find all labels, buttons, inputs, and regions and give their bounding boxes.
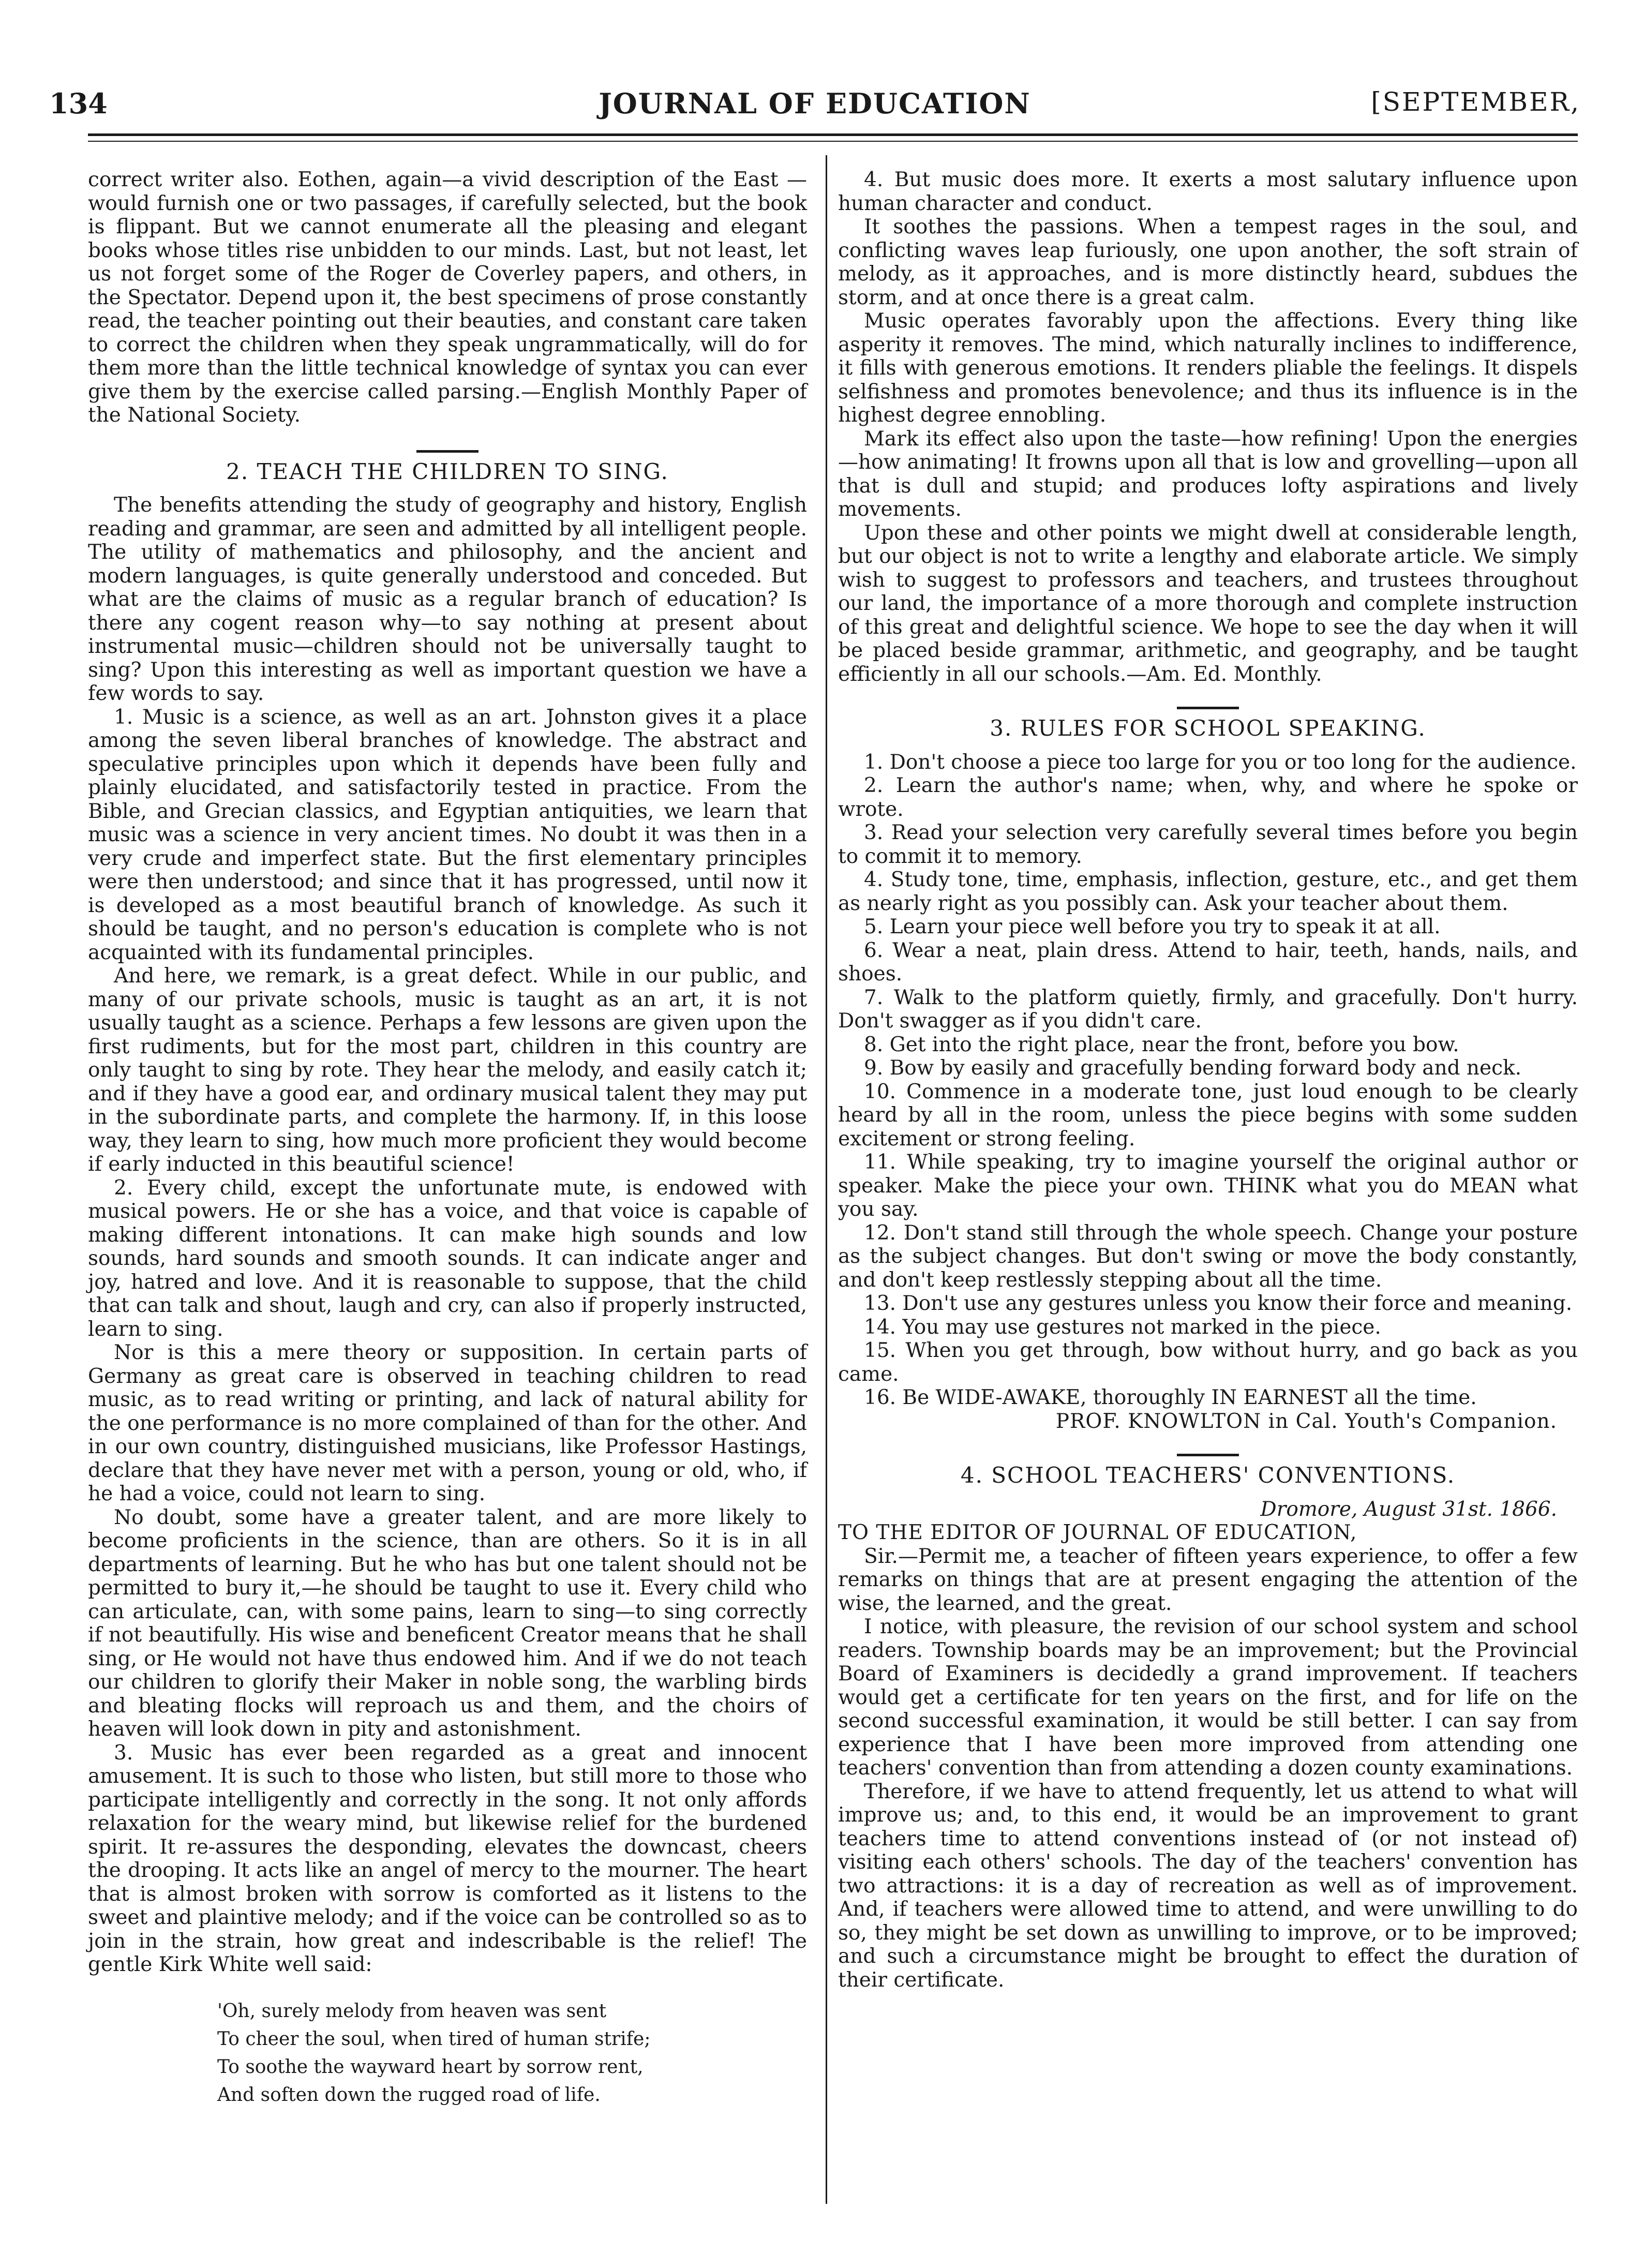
rule-item: 2. Learn the author's name; when, why, and where he spoke or wrote. xyxy=(838,774,1578,821)
letter-dateline: Dromore, August 31st. 1866. xyxy=(1260,1497,1557,1521)
rule-item: 1. Don't choose a piece too large for you or too long for the audience. xyxy=(864,750,1577,774)
paragraph: 4. But music does more. It exerts a most salutary influence upon human character and conduct. xyxy=(838,168,1578,215)
poem-line: To soothe the wayward heart by sorrow rent, xyxy=(217,2056,644,2078)
journal-title: JOURNAL OF EDUCATION xyxy=(599,87,1031,120)
rule-item: 13. Don't use any gestures unless you know their force and meaning. xyxy=(864,1292,1573,1315)
column-divider xyxy=(826,155,827,2204)
paragraph: Sir.—Permit me, a teacher of fifteen years experience, to offer a few remarks on things that are at present engaging the attention of the wise, the learned, and the great. xyxy=(838,1544,1578,1615)
poem-line: And soften down the rugged road of life. xyxy=(217,2084,601,2106)
paragraph: Mark its effect also upon the taste—how refining! Upon the energies—how animating! It frowns upon all that is low and grovelling—upon all that is dull and stupid; and produces lofty aspirations and lively movements. xyxy=(838,427,1578,521)
section-divider xyxy=(1177,707,1239,709)
paragraph: 2. Every child, except the unfortunate mute, is endowed with musical powers. He or she has a voice, and that voice is capable of making different intonations. It can make high sounds and low sounds, hard sounds and smooth sounds. It can indicate anger and joy, hatred and love. And it is reasonable to suppose, that the child that can talk and shout, laugh and cry, can also if properly instructed, learn to sing. xyxy=(88,1176,807,1341)
rules-attribution: PROF. KNOWLTON in Cal. Youth's Companion. xyxy=(1055,1409,1557,1433)
paragraph: No doubt, some have a greater talent, and are more likely to become proficients in the science, than are others. So it is in all departments of learning. But he who has but one talent should not be permitted to bury it,—he should be taught to use it. Every child who can articulate, can, with some pains, learn to sing—to sing correctly if not beautifully. His wise and beneficent Creator means that he shall sing, or He would not have thus endowed him. And if we do not teach our children to glorify their Maker in noble song, the warbling birds and bleating flocks will reproach us and them, and the choirs of heaven will look down in pity and astonishment. xyxy=(88,1505,807,1741)
section-divider xyxy=(416,450,479,453)
rule-item: 12. Don't stand still through the whole speech. Change your posture as the subject changes. But don't swing or move the body constantly, and don't keep restlessly stepping about all the time. xyxy=(838,1221,1578,1292)
paragraph: 1. Music is a science, as well as an art. Johnston gives it a place among the seven liberal branches of knowledge. The abstract and speculative principles upon which it depends have been fully and plainly elucidated, and satisfactorily tested in practice. From the Bible, and Grecian classics, and Egyptian antiquities, we learn that music was a science in very ancient times. No doubt it was then in a very crude and imperfect state. But the first elementary principles were then understood; and since that it has progressed, until now it is developed as a most beautiful branch of knowledge. As such it should be taught, and no person's education is complete who is not acquainted with its fundamental principles. xyxy=(88,705,807,964)
paragraph: The benefits attending the study of geography and history, English reading and grammar, are seen and admitted by all intelligent people. The utility of mathematics and philosophy, and the ancient and modern languages, is quite generally understood and conceded. But what are the claims of music as a regular branch of education? Is there any cogent reason why—to say nothing at present about instrumental music—children should not be universally taught to sing? Upon this interesting as well as important question we have a few words to say. xyxy=(88,494,807,705)
paragraph: I notice, with pleasure, the revision of our school system and school readers. Township boards may be an improvement; but the Provincial Board of Examiners is decidedly a grand improvement. If teachers would get a certificate for ten years on the first, and for life on the second successful examination, it would be still better. I can say from experience that I have been more improved from attending one teachers' convention than from attending a dozen county examinations. xyxy=(838,1615,1578,1780)
page-number: 134 xyxy=(49,87,108,120)
continuation-paragraph: correct writer also. Eothen, again—a vivid description of the East —would furnish one or two passages, if carefully selected, but the book is flippant. But we cannot enumerate all the pleasing and elegant books whose titles rise unbidden to our minds. Last, but not least, let us not forget some of the Roger de Coverley papers, and others, in the Spectator. Depend upon it, the best specimens of prose constantly read, the teacher pointing out their beauties, and constant care taken to correct the children when they speak ungrammatically, will do for them more than the little technical knowledge of syntax you can ever give them by the exercise called parsing.—English Monthly Paper of the National Society. xyxy=(88,168,807,427)
paragraph: Nor is this a mere theory or supposition. In certain parts of Germany as great care is observed in teaching children to read music, as to read writing or printing, and lack of natural ability for the one performance is no more complained of than for the other. And in our own country, distinguished musicians, like Professor Hastings, declare that they have never met with a person, young or old, who, if he had a voice, could not learn to sing. xyxy=(88,1341,807,1505)
paragraph: Therefore, if we have to attend frequently, let us attend to what will improve us; and, to this end, it would be an improvement to grant teachers time to attend conventions instead of (or not instead of) visiting each others' schools. The day of the teachers' convention has two attractions: it is a day of recreation as well as of improvement. And, if teachers were allowed time to attend, and were unwilling to do so, they might be set down as unwilling to improve, or to be improved; and such a circumstance might be brought to effect the duration of their certificate. xyxy=(838,1780,1578,1992)
right-column xyxy=(838,168,1578,1992)
page-header xyxy=(49,77,1580,133)
paragraph: It soothes the passions. When a tempest rages in the soul, and conflicting waves leap furiously, one upon another, the soft strain of melody, as it approaches, and is more distinctly heard, subdues the storm, and at once there is a great calm. xyxy=(838,215,1578,309)
section-title-teach-children-to-sing: 2. TEACH THE CHILDREN TO SING. xyxy=(226,458,669,484)
letter-salutation: TO THE EDITOR OF JOURNAL OF EDUCATION, xyxy=(838,1521,1357,1544)
rule-item: 4. Study tone, time, emphasis, inflection, gesture, etc., and get them as nearly right as you possibly can. Ask your teacher about them. xyxy=(838,868,1578,915)
paragraph: Upon these and other points we might dwell at considerable length, but our object is not to write a lengthy and elaborate article. We simply wish to suggest to professors and teachers, and trustees throughout our land, the importance of a more thorough and complete instruction of this great and delightful science. We hope to see the day when it will be placed beside grammar, arithmetic, and geography, and be taught efficiently in all our schools.—Am. Ed. Monthly. xyxy=(838,521,1578,686)
poem-quote xyxy=(217,1997,807,2109)
header-rule-thin xyxy=(88,141,1578,142)
paragraph: And here, we remark, is a great defect. While in our public, and many of our private schools, music is taught as an art, it is not usually taught as a science. Perhaps a few lessons are given upon the first rudiments, but for the most part, children in this country are only taught to sing by rote. They hear the melody, and easily catch it; and if they have a good ear, and ordinary musical talent they may put in the subordinate parts, and complete the harmony. If, in this loose way, they learn to sing, how much more proficient they would become if early inducted in this beautiful science! xyxy=(88,964,807,1176)
section-title-school-teachers-conventions: 4. SCHOOL TEACHERS' CONVENTIONS. xyxy=(960,1463,1456,1488)
rule-item: 3. Read your selection very carefully several times before you begin to commit it to memory. xyxy=(838,821,1578,868)
header-rule xyxy=(88,133,1578,136)
rule-item: 7. Walk to the platform quietly, firmly, and gracefully. Don't hurry. Don't swagger as if you didn't care. xyxy=(838,986,1578,1033)
rule-item: 9. Bow by easily and gracefully bending forward body and neck. xyxy=(864,1056,1522,1080)
poem-line: 'Oh, surely melody from heaven was sent xyxy=(217,2000,607,2022)
rule-item: 8. Get into the right place, near the front, before you bow. xyxy=(864,1033,1459,1056)
rule-item: 16. Be WIDE-AWAKE, thoroughly IN EARNEST all the time. xyxy=(864,1386,1477,1409)
rule-item: 11. While speaking, try to imagine yourself the original author or speaker. Make the piece your own. THINK what you do MEAN what you say. xyxy=(838,1151,1578,1221)
rule-item: 15. When you get through, bow without hurry, and go back as you came. xyxy=(838,1339,1578,1386)
running-month: [SEPTEMBER, xyxy=(1371,87,1580,117)
section-title-rules-for-school-speaking: 3. RULES FOR SCHOOL SPEAKING. xyxy=(990,715,1426,741)
section-divider xyxy=(1177,1454,1239,1456)
paragraph: 3. Music has ever been regarded as a great and innocent amusement. It is such to those who listen, but still more to those who participate intelligently and correctly in the song. It not only affords relaxation for the weary mind, but likewise relief for the burdened spirit. It re-assures the desponding, elevates the downcast, cheers the drooping. It acts like an angel of mercy to the mourner. The heart that is almost broken with sorrow is comforted as it listens to the sweet and plaintive melody; and if the voice can be controlled so as to join in the strain, how great and indescribable is the relief! The gentle Kirk White well said: xyxy=(88,1741,807,1976)
paragraph: Music operates favorably upon the affections. Every thing like asperity it removes. The mind, which naturally inclines to indifference, it fills with generous emotions. It renders pliable the feelings. It dispels selfishness and promotes benevolence; and thus its influence is in the highest degree ennobling. xyxy=(838,309,1578,427)
rule-item: 6. Wear a neat, plain dress. Attend to hair, teeth, hands, nails, and shoes. xyxy=(838,938,1578,986)
rule-item: 14. You may use gestures not marked in the piece. xyxy=(864,1315,1381,1339)
left-column xyxy=(88,168,807,2109)
rule-item: 5. Learn your piece well before you try to speak it at all. xyxy=(864,915,1441,938)
poem-line: To cheer the soul, when tired of human strife; xyxy=(217,2028,651,2050)
rule-item: 10. Commence in a moderate tone, just loud enough to be clearly heard by all in the room, unless the piece begins with some sudden excitement or strong feeling. xyxy=(838,1080,1578,1151)
